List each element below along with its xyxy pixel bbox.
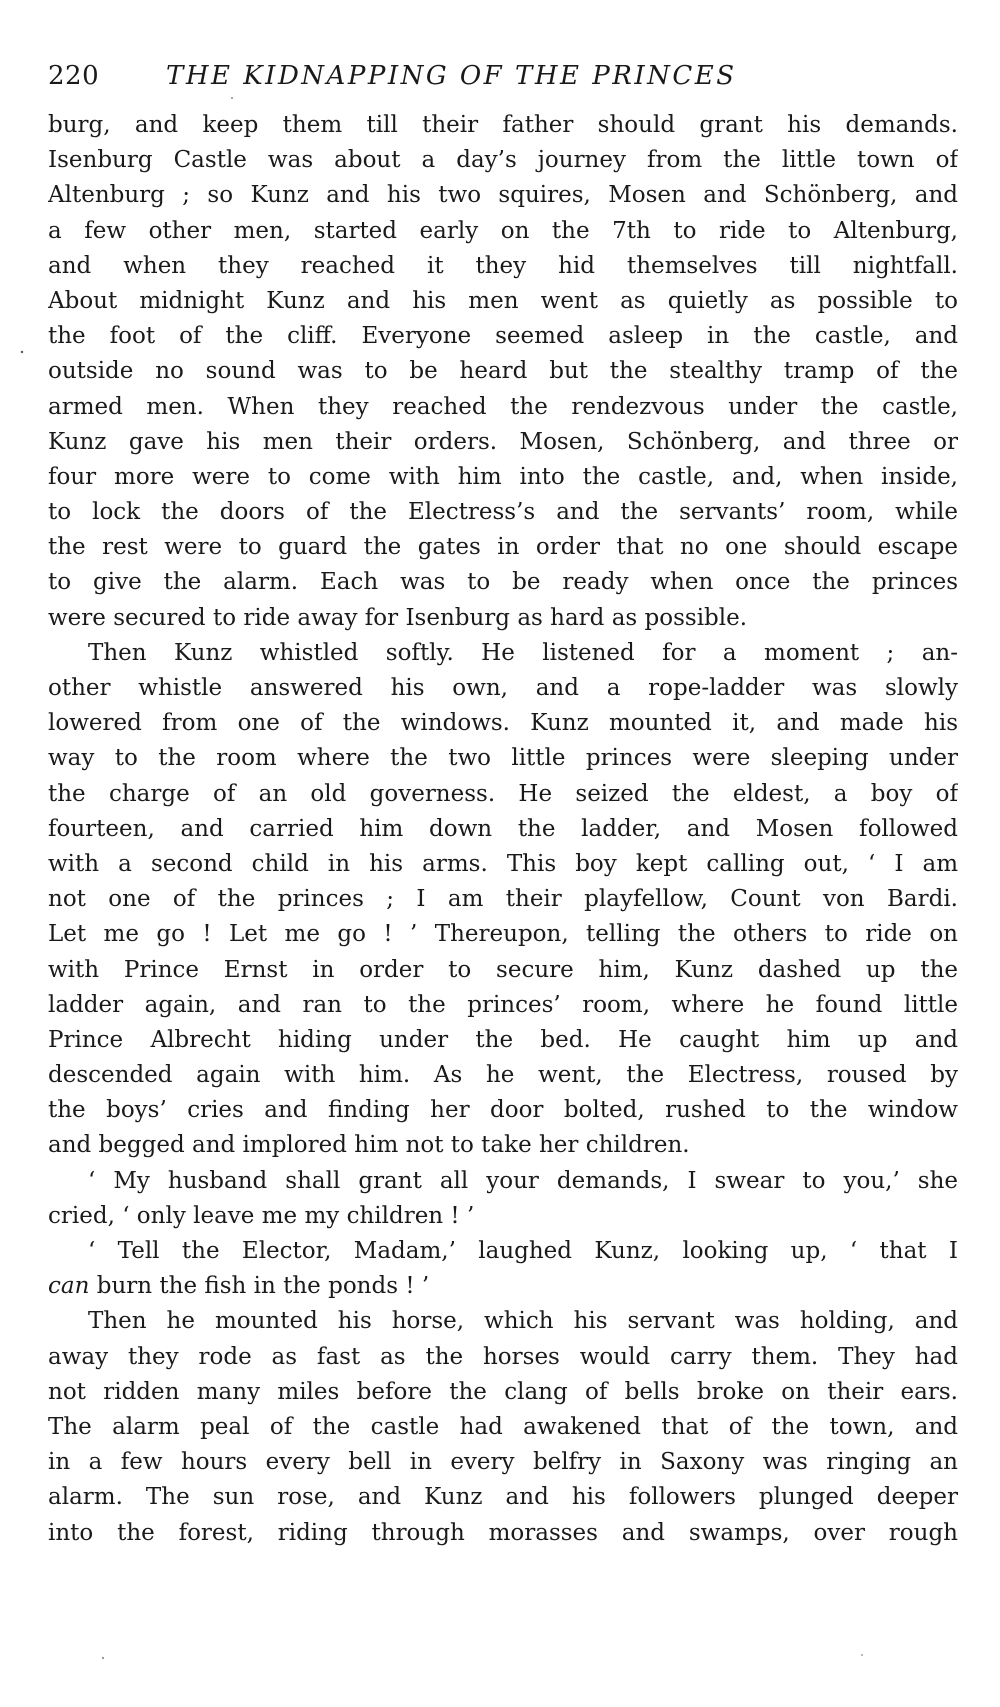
text-line [48, 1269, 958, 1304]
speck [102, 1657, 104, 1659]
page-number: 220 [48, 61, 100, 91]
text-line: were secured to ride away for Isenburg as hard as possible. [48, 604, 748, 631]
text-line: not one of the princes ; I am their playfellow, Count von Bardi. [48, 886, 958, 913]
text-line: About midnight Kunz and his men went as quietly as possible to [48, 287, 958, 314]
text-line: way to the room where the two little princes were sleeping under [48, 745, 958, 772]
text-line: in a few hours every bell in every belfry in Saxony was ringing an [48, 1449, 958, 1476]
text-line: the rest were to guard the gates in order that no one should escape [48, 534, 958, 561]
text-line: ‘ My husband shall grant all your demands, I swear to you,’ she [88, 1167, 958, 1194]
text-line: a few other men, started early on the 7th to ride to Altenburg, [48, 217, 958, 244]
text-line: into the forest, riding through morasses and swamps, over rough [48, 1519, 958, 1546]
speck [21, 351, 23, 353]
text-line: ‘ Tell the Elector, Madam,’ laughed Kunz, looking up, ‘ that I [88, 1238, 958, 1264]
text-line: Then Kunz whistled softly. He listened for a moment ; an- [88, 639, 958, 666]
text-line: the foot of the cliff. Everyone seemed asleep in the castle, and [48, 323, 958, 350]
text-line: Let me go ! Let me go ! ’ Thereupon, telling the others to ride on [48, 921, 958, 948]
text-line: to lock the doors of the Electress’s and the servants’ room, while [48, 499, 958, 526]
text-line: to give the alarm. Each was to be ready when once the princes [48, 569, 958, 596]
text-line: The alarm peal of the castle had awakened that of the town, and [48, 1413, 958, 1440]
text-line: fourteen, and carried him down the ladder, and Mosen followed [48, 815, 958, 842]
running-head [48, 54, 958, 98]
speck [861, 1654, 863, 1656]
text-line: Altenburg ; so Kunz and his two squires, Mosen and Schönberg, and [48, 182, 958, 209]
text-line: ladder again, and ran to the princes’ room, where he found little [48, 991, 958, 1018]
text-line: not ridden many miles before the clang of bells broke on their ears. [48, 1378, 958, 1405]
text-line: the charge of an old governess. He seized the eldest, a boy of [48, 780, 958, 807]
text-line: armed men. When they reached the rendezvous under the castle, [48, 393, 958, 420]
text-line: away they rode as fast as the horses would carry them. They had [48, 1343, 958, 1370]
emphasis-word: can [48, 1273, 90, 1300]
text-line: and when they reached it they hid themselves till nightfall. [48, 252, 958, 279]
text-line-rest: burn the fish in the ponds ! ’ [96, 1273, 430, 1300]
text-line: and begged and implored him not to take her children. [48, 1132, 690, 1159]
text-line: alarm. The sun rose, and Kunz and his followers plunged deeper [48, 1484, 958, 1511]
text-line: burg, and keep them till their father should grant his demands. [48, 112, 958, 138]
text-line: Kunz gave his men their orders. Mosen, Schönberg, and three or [48, 428, 958, 455]
text-line: four more were to come with him into the castle, and, when inside, [48, 463, 958, 490]
body-text [48, 108, 958, 1551]
text-line: descended again with him. As he went, the Electress, roused by [48, 1062, 958, 1089]
text-line: Prince Albrecht hiding under the bed. He caught him up and [48, 1026, 958, 1053]
text-line: Isenburg Castle was about a day’s journey from the little town of [48, 147, 958, 174]
text-line: other whistle answered his own, and a rope-ladder was slowly [48, 675, 958, 701]
text-line: Then he mounted his horse, which his servant was holding, and [88, 1308, 958, 1335]
text-line: cried, ‘ only leave me my children ! ’ [48, 1202, 475, 1229]
text-line: lowered from one of the windows. Kunz mounted it, and made his [48, 710, 958, 737]
running-title: THE KIDNAPPING OF THE PRINCES [166, 61, 737, 91]
text-line: with a second child in his arms. This boy kept calling out, ‘ I am [48, 850, 958, 877]
text-line: outside no sound was to be heard but the stealthy tramp of the [48, 358, 958, 385]
text-line: with Prince Ernst in order to secure him, Kunz dashed up the [48, 956, 958, 983]
text-line: the boys’ cries and finding her door bolted, rushed to the window [48, 1097, 958, 1124]
